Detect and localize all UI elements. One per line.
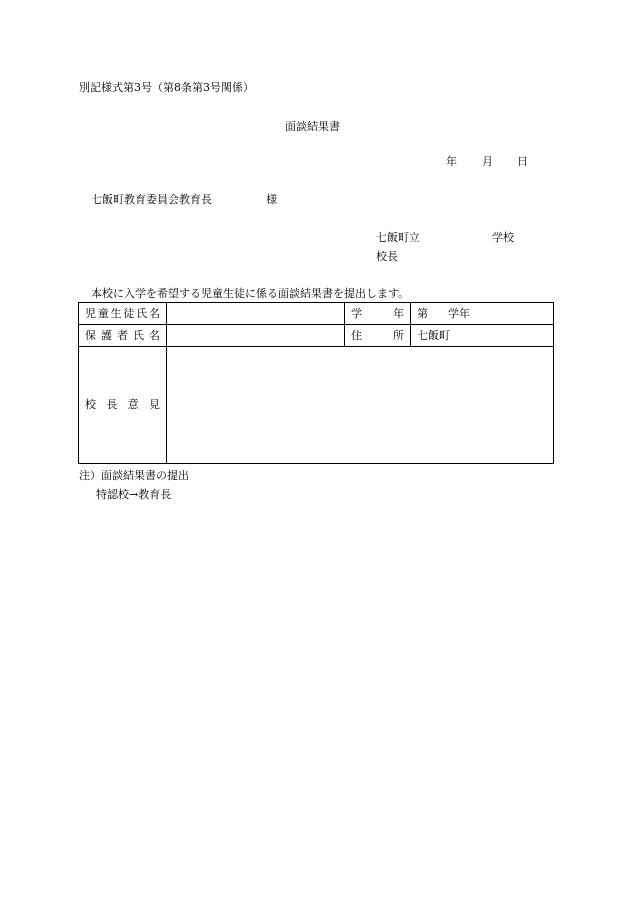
grade-label-2: 年 xyxy=(393,306,404,320)
guardian-name-field[interactable] xyxy=(167,325,345,347)
date-month-label: 月 xyxy=(482,155,493,168)
interview-result-table xyxy=(78,302,554,464)
address-label-1: 住 xyxy=(351,328,362,342)
note-title: 注）面談結果書の提出 xyxy=(79,469,189,482)
opinion-label-cell xyxy=(79,347,167,464)
guardian-name-label-cell xyxy=(79,325,167,347)
address-field[interactable] xyxy=(411,325,554,347)
date-day-label: 日 xyxy=(517,155,528,168)
sender-school-suffix: 学校 xyxy=(492,231,514,244)
grade-value-1: 第 xyxy=(417,306,428,320)
sender-principal: 校長 xyxy=(376,250,398,263)
note-text: 特認校→教育長 xyxy=(96,488,172,501)
addressee-name: 七飯町教育委員会教育長 xyxy=(91,193,212,206)
address-label-cell xyxy=(345,325,411,347)
student-name-field[interactable] xyxy=(167,303,345,325)
grade-label-cell xyxy=(345,303,411,325)
date-year-label: 年 xyxy=(446,155,457,168)
intro-text: 本校に入学を希望する児童生徒に係る面談結果書を提出します。 xyxy=(91,287,410,300)
principal-opinion-label: 校長意見 xyxy=(85,398,160,411)
student-name-label-cell xyxy=(79,303,167,325)
grade-field[interactable] xyxy=(411,303,554,325)
student-name-label: 児童生徒氏名 xyxy=(85,306,160,320)
principal-opinion-field[interactable] xyxy=(167,347,554,464)
address-label-2: 所 xyxy=(393,328,404,342)
form-number: 別記様式第3号（第8条第3号関係） xyxy=(79,81,254,94)
address-value: 七飯町 xyxy=(417,328,450,342)
table-row xyxy=(79,303,554,325)
grade-value-2: 学年 xyxy=(448,306,470,320)
table-row xyxy=(79,347,554,464)
table-row xyxy=(79,325,554,347)
document-title: 面談結果書 xyxy=(285,120,340,133)
grade-label-1: 学 xyxy=(351,306,362,320)
sender-school-prefix: 七飯町立 xyxy=(376,231,420,244)
addressee-honorific: 様 xyxy=(266,193,277,206)
guardian-name-label: 保護者氏名 xyxy=(85,328,160,342)
